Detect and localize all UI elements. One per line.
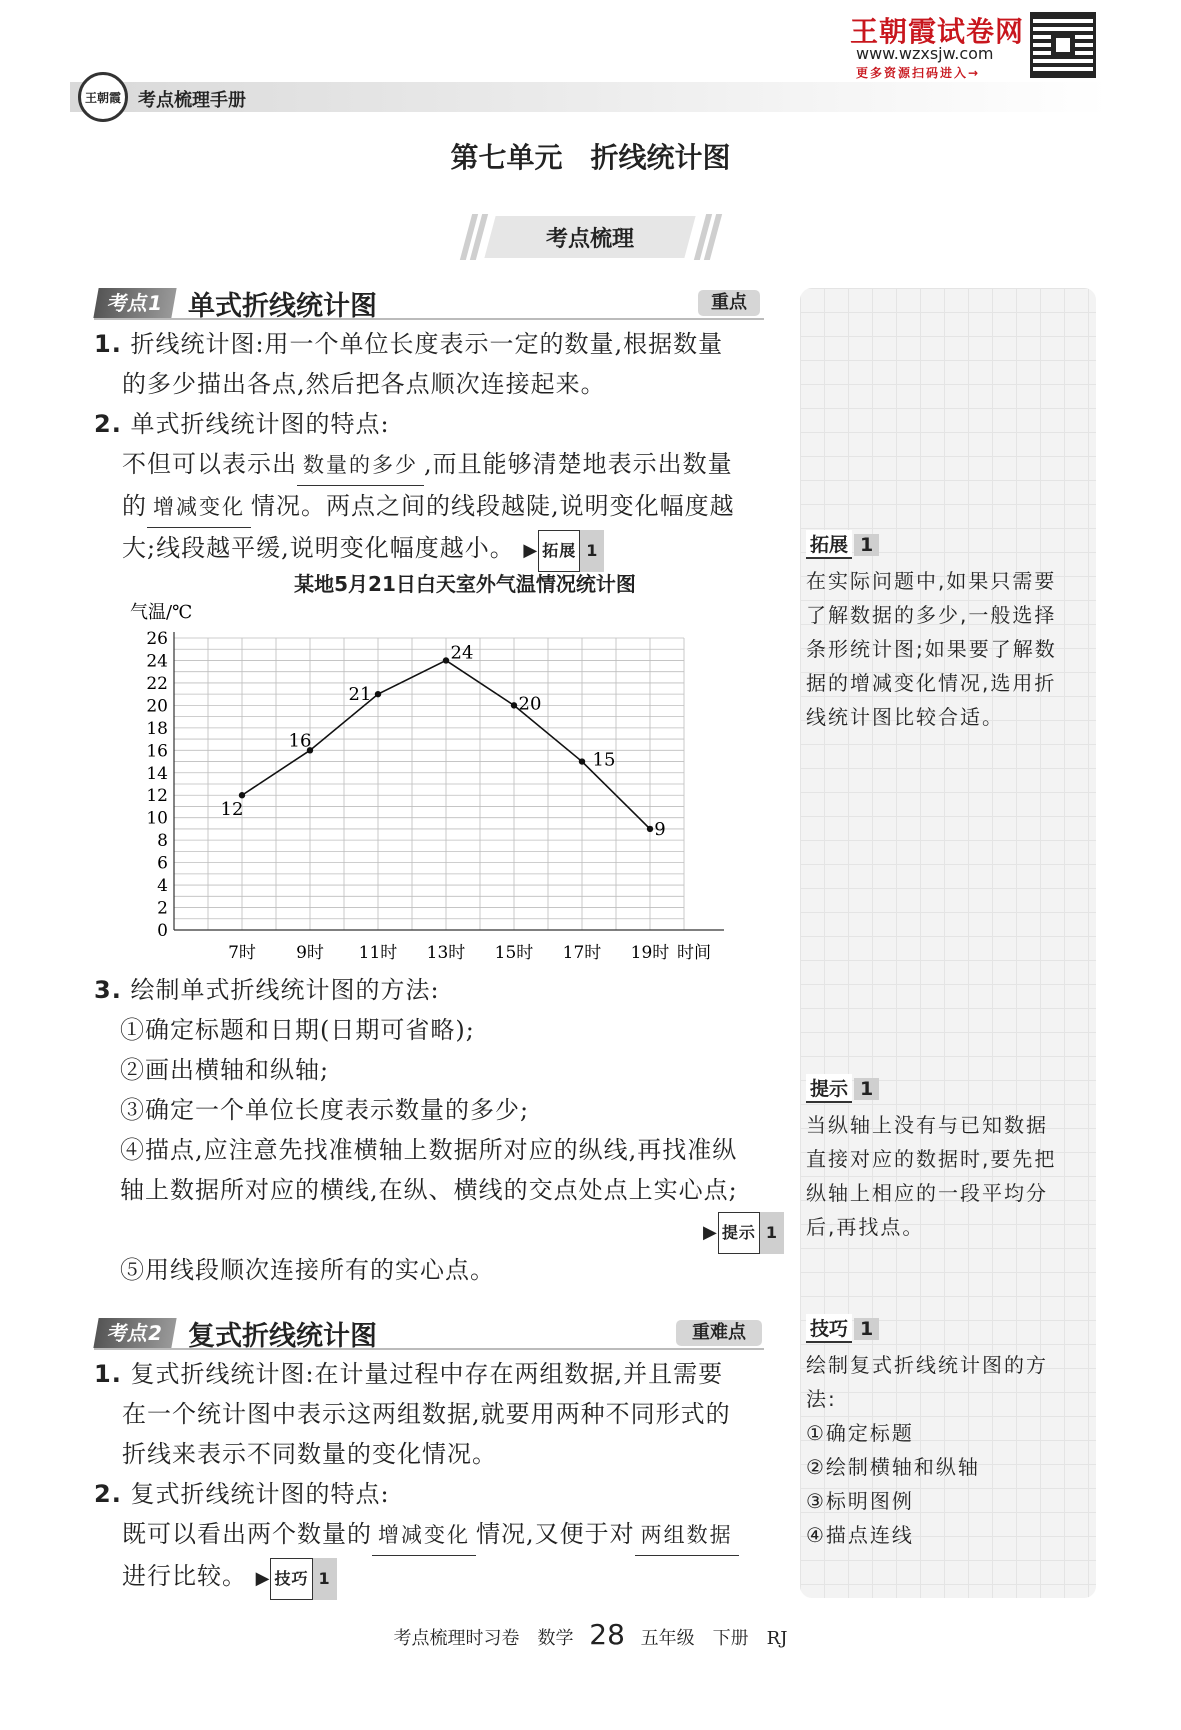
x-tick-label: 17时	[562, 943, 602, 963]
jiqiao-num: 1	[854, 1318, 879, 1340]
y-tick-label: 8	[157, 831, 168, 852]
tuozhan-label: 拓展	[806, 530, 852, 559]
data-point	[239, 792, 245, 798]
x-tick-label: 15时	[494, 943, 534, 963]
note-line: 在实际问题中,如果只需要	[806, 569, 1057, 593]
tuozhan-reference[interactable]	[523, 530, 604, 572]
data-label: 9	[654, 818, 666, 840]
point-number: 2.	[94, 1480, 122, 1508]
temperature-line-chart	[130, 596, 770, 976]
jiqiao-tag	[806, 1314, 879, 1343]
y-axis-label: 气温/℃	[130, 602, 193, 623]
y-tick-label: 2	[157, 898, 168, 919]
k1-p1-line2: 的多少描出各点,然后把各点顺次连接起来。	[122, 370, 606, 398]
step-1: ①确定标题和日期(日期可省略);	[120, 1016, 475, 1044]
note-line: 条形统计图;如果要了解数	[806, 637, 1057, 661]
k1-fill-blank-2: 增减变化	[147, 487, 251, 528]
page-number: 28	[589, 1618, 625, 1651]
note-line: 纵轴上相应的一段平均分	[806, 1181, 1048, 1205]
point-number: 1.	[94, 330, 122, 358]
k1-point2	[94, 404, 774, 572]
y-tick-label: 4	[157, 876, 168, 897]
k2-p2-head: 复式折线统计图的特点:	[130, 1480, 390, 1508]
ref-num: 1	[760, 1212, 784, 1254]
tishi-tag	[806, 1074, 879, 1103]
k2-fill-blank-2: 两组数据	[635, 1515, 739, 1556]
footer-left: 考点梳理时习卷 数学	[393, 1628, 574, 1649]
data-label: 24	[450, 642, 474, 664]
data-point	[375, 691, 381, 697]
brand-name: 王朝霞试卷网	[850, 15, 1025, 48]
x-tick-label: 7时	[228, 943, 256, 963]
brand-url[interactable]: www.wzxsjw.com	[856, 44, 994, 63]
ref-label: 拓展	[538, 530, 580, 572]
play-arrow-icon: ▶	[523, 540, 539, 561]
y-tick-label: 16	[146, 741, 168, 762]
y-tick-label: 22	[146, 673, 168, 694]
k2-p2-a: 既可以看出两个数量的	[122, 1520, 372, 1548]
data-label: 20	[518, 693, 542, 715]
ref-num: 1	[313, 1558, 337, 1600]
section-title: 考点梳理	[545, 227, 634, 252]
point-number: 2.	[94, 410, 122, 438]
k2-fill-blank-1: 增减变化	[372, 1515, 476, 1556]
step-5: ⑤用线段顺次连接所有的实心点。	[120, 1256, 495, 1284]
k1-p3-head: 绘制单式折线统计图的方法:	[130, 976, 440, 1004]
y-tick-label: 26	[146, 629, 168, 649]
k1-p2-head: 单式折线统计图的特点:	[130, 410, 390, 438]
data-point	[511, 702, 517, 708]
x-tick-label: 11时	[358, 943, 398, 963]
note-line: 当纵轴上没有与已知数据	[806, 1113, 1048, 1137]
y-tick-label: 18	[146, 718, 168, 739]
kaodian2-title: 复式折线统计图	[188, 1321, 377, 1352]
k1-p2-d: 情况。两点之间的线段越陡,说明变化幅度越	[251, 492, 735, 520]
k1-point1	[94, 324, 774, 404]
y-tick-label: 20	[146, 696, 168, 717]
note-line: 法:	[806, 1387, 837, 1411]
ref-label: 技巧	[270, 1558, 312, 1600]
point-number: 3.	[94, 976, 122, 1004]
page-footer	[0, 1618, 1181, 1651]
y-tick-label: 6	[157, 853, 168, 874]
note-line: 线统计图比较合适。	[806, 705, 1004, 729]
k2-p1-line3: 折线来表示不同数量的变化情况。	[122, 1440, 497, 1468]
x-tick-label: 9时	[296, 943, 324, 963]
k2-p2-c: 进行比较。	[122, 1562, 247, 1590]
tuozhan-tag	[806, 530, 879, 559]
kaodian1-title: 单式折线统计图	[188, 291, 377, 322]
tishi-reference[interactable]	[703, 1212, 784, 1254]
brand-tagline: 更多资源扫码进入→	[856, 66, 981, 80]
publisher-logo	[78, 72, 128, 122]
k2-p1-line1: 复式折线统计图:在计量过程中存在两组数据,并且需要	[130, 1360, 724, 1388]
y-tick-label: 12	[146, 786, 168, 807]
kaodian1-badge: 重点	[698, 290, 760, 316]
jiqiao-label: 技巧	[806, 1314, 852, 1343]
k1-fill-blank-1: 数量的多少	[297, 445, 424, 486]
y-tick-label: 14	[146, 763, 168, 784]
k2-point1	[94, 1354, 774, 1474]
play-arrow-icon: ▶	[703, 1222, 718, 1243]
note-line: ③标明图例	[806, 1489, 914, 1513]
play-arrow-icon: ▶	[255, 1568, 271, 1589]
tuozhan-note	[806, 564, 1096, 734]
k2-p1-line2: 在一个统计图中表示这两组数据,就要用两种不同形式的	[122, 1400, 731, 1428]
step-3: ③确定一个单位长度表示数量的多少;	[120, 1096, 530, 1124]
tishi-label: 提示	[806, 1074, 852, 1103]
k1-p2-a: 不但可以表示出	[122, 450, 297, 478]
x-tick-label: 13时	[426, 943, 466, 963]
step-2: ②画出横轴和纵轴;	[120, 1056, 330, 1084]
x-tick-label: 19时	[630, 943, 670, 963]
data-point	[443, 657, 449, 663]
jiqiao-reference[interactable]	[256, 1558, 337, 1600]
tishi-num: 1	[854, 1078, 879, 1100]
note-line: 了解数据的多少,一般选择	[806, 603, 1057, 627]
kaodian2-badge: 重难点	[676, 1320, 762, 1346]
k1-p2-e: 大;线段越平缓,说明变化幅度越小。	[122, 534, 515, 562]
jiqiao-note	[806, 1348, 1096, 1552]
k1-p2-b: ,而且能够清楚地表示出数量	[424, 450, 733, 478]
kaodian2-tag: 考点2	[93, 1318, 176, 1348]
footer-right: 五年级 下册 RJ	[640, 1628, 788, 1649]
data-label: 21	[348, 684, 372, 706]
step-4-line2: 轴上数据所对应的横线,在纵、横线的交点处点上实心点;	[120, 1176, 738, 1204]
k1-point3	[94, 970, 784, 1290]
ref-num: 1	[580, 530, 604, 572]
data-label: 16	[288, 730, 312, 752]
unit-title: 第七单元 折线统计图	[450, 141, 731, 174]
k2-p2-b: 情况,又便于对	[476, 1520, 635, 1548]
y-tick-label: 24	[146, 651, 168, 672]
note-line: ④描点连线	[806, 1523, 914, 1547]
note-line: ①确定标题	[806, 1421, 914, 1445]
note-line: 后,再找点。	[806, 1215, 925, 1239]
logo-text: 王朝霞	[84, 91, 121, 105]
note-line: 直接对应的数据时,要先把	[806, 1147, 1057, 1171]
data-label: 12	[220, 799, 244, 821]
ref-label: 提示	[718, 1212, 760, 1254]
k1-p2-c: 的	[122, 492, 147, 520]
tuozhan-num: 1	[854, 534, 879, 556]
data-label: 15	[592, 749, 616, 771]
y-tick-label: 10	[146, 808, 168, 829]
note-line: 绘制复式折线统计图的方	[806, 1353, 1048, 1377]
kaodian1-tag: 考点1	[93, 288, 176, 318]
step-4-line1: ④描点,应注意先找准横轴上数据所对应的纵线,再找准纵	[120, 1136, 738, 1164]
chart-title: 某地5月21日白天室外气温情况统计图	[294, 572, 636, 596]
y-tick-label: 0	[157, 921, 168, 941]
book-title: 考点梳理手册	[138, 90, 246, 111]
data-point	[647, 826, 653, 832]
k2-point2	[94, 1474, 774, 1600]
x-axis-label: 时间	[677, 943, 711, 963]
tishi-note	[806, 1108, 1096, 1244]
note-line: 据的增减变化情况,选用折	[806, 671, 1057, 695]
note-line: ②绘制横轴和纵轴	[806, 1455, 980, 1479]
k1-p1-line1: 折线统计图:用一个单位长度表示一定的数量,根据数量	[130, 330, 724, 358]
qr-code-icon[interactable]	[1030, 12, 1096, 78]
data-point	[579, 758, 585, 764]
point-number: 1.	[94, 1360, 122, 1388]
